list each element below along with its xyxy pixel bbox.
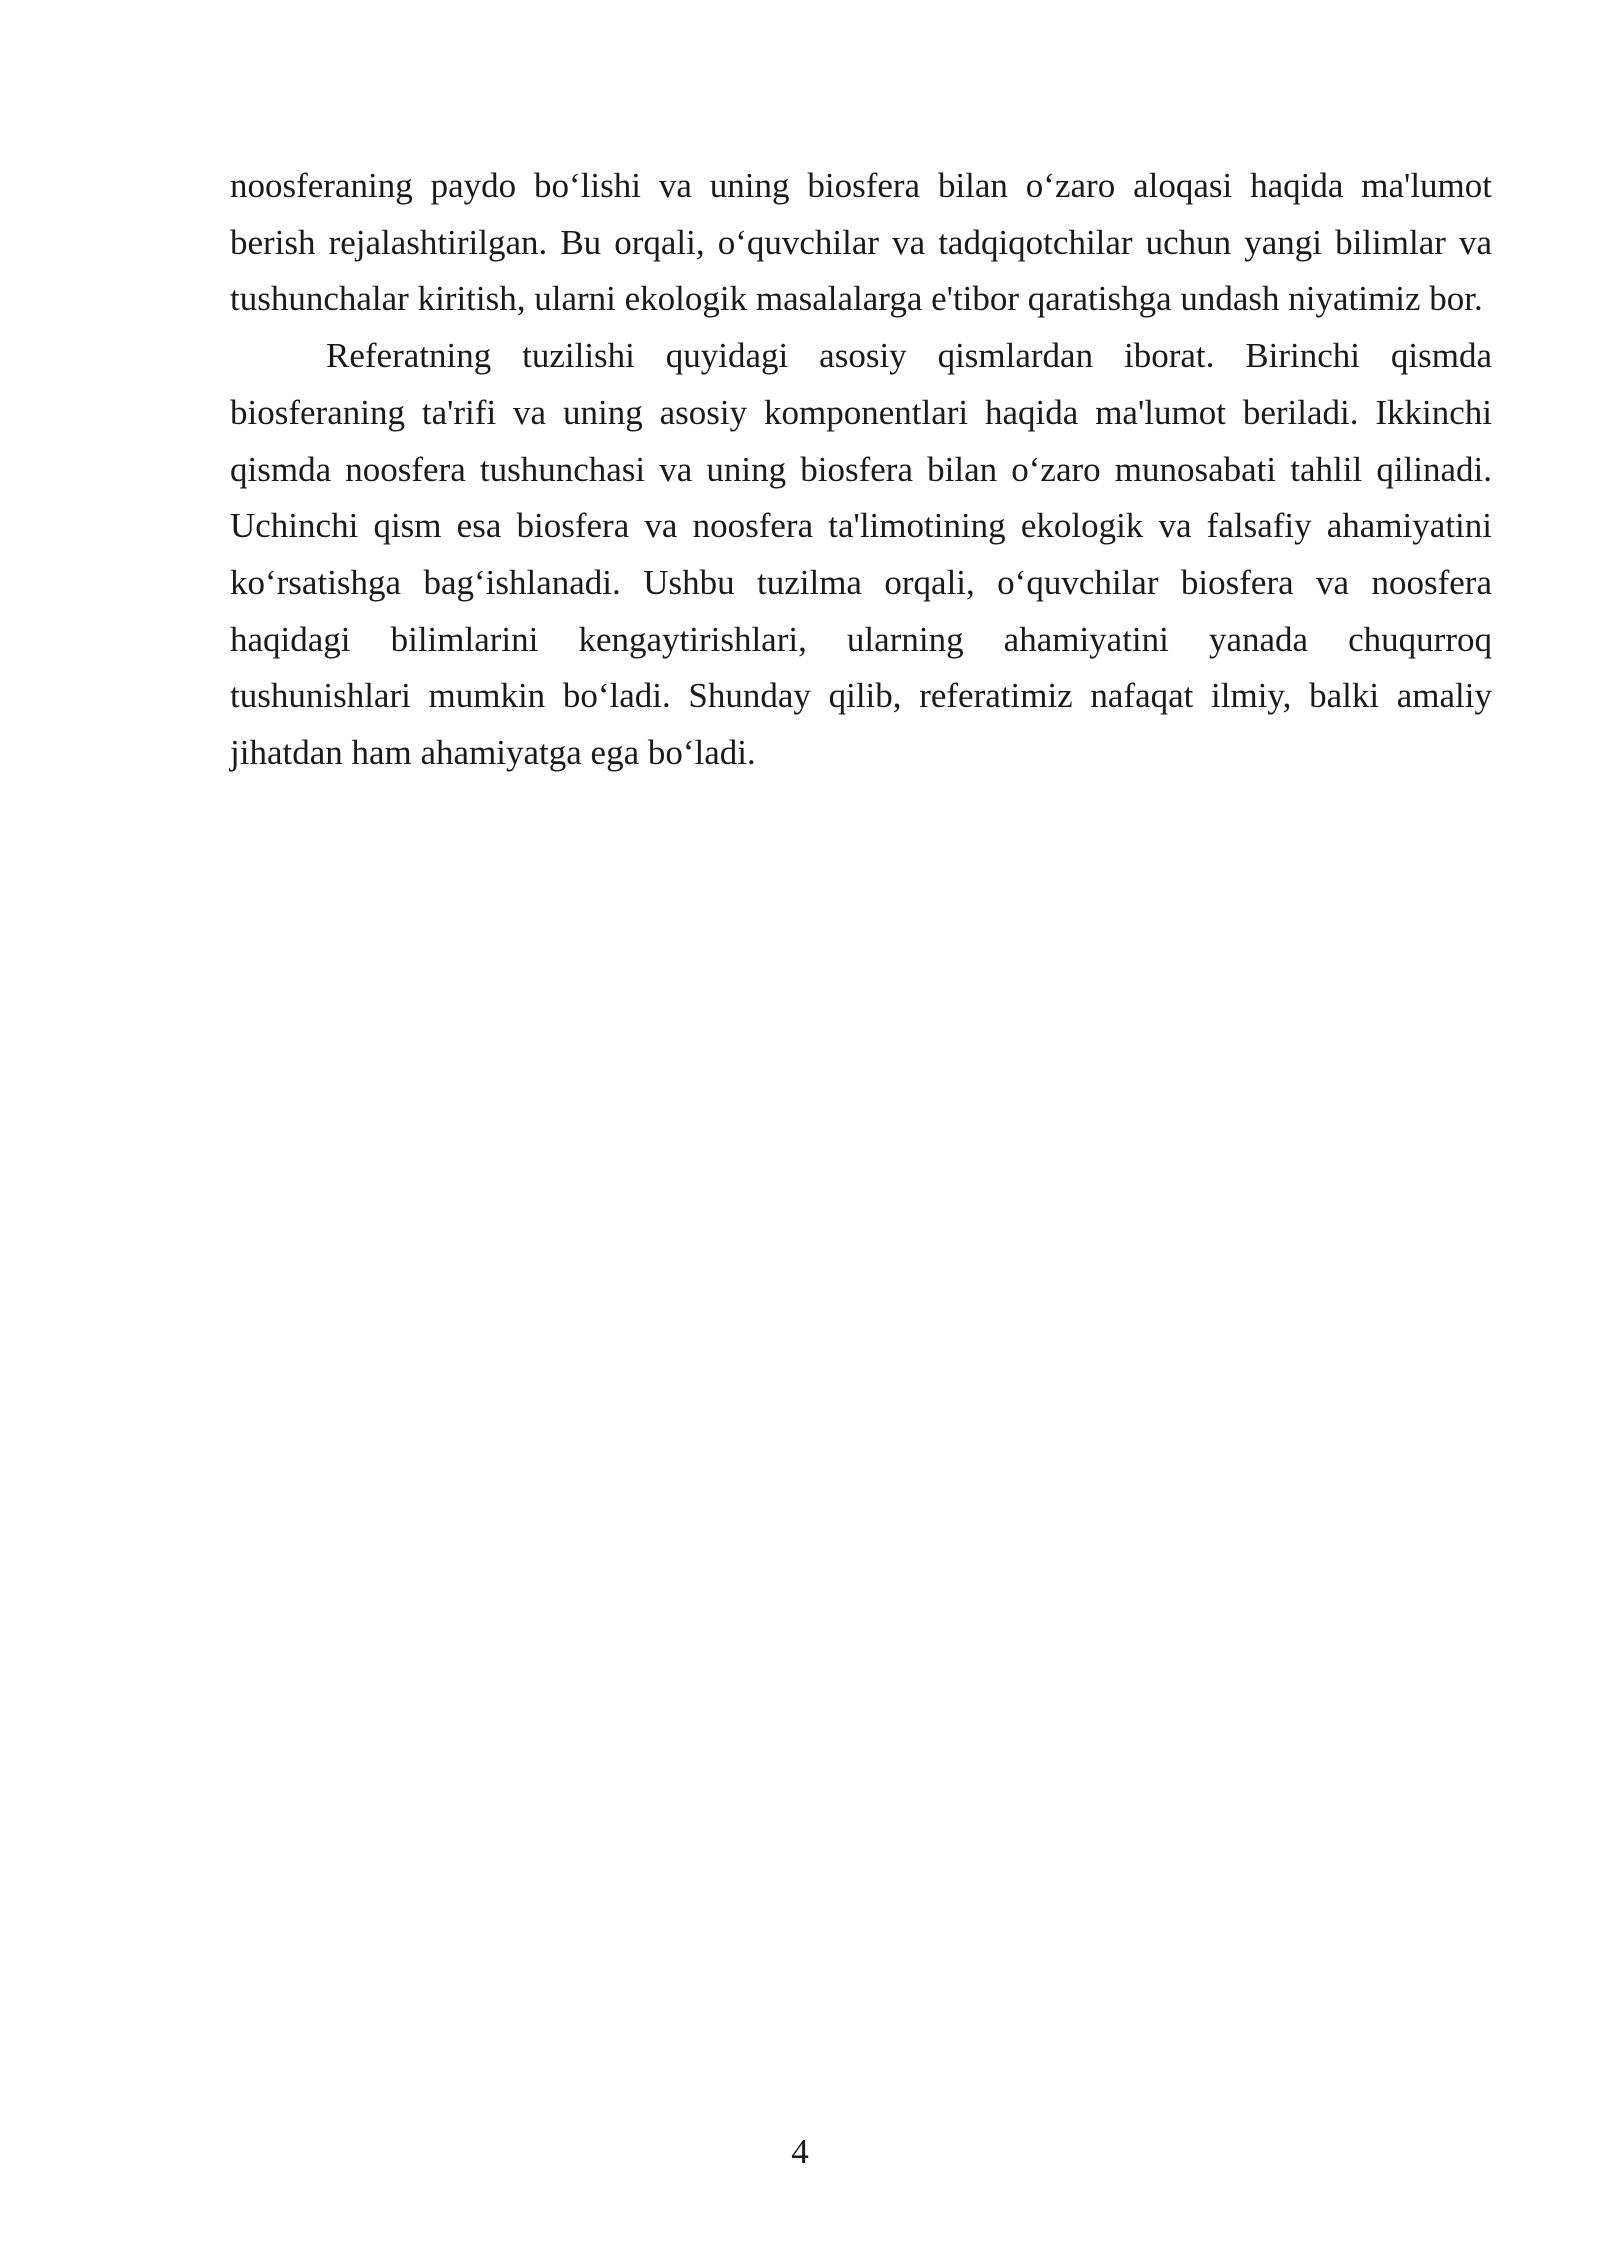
- page-number: 4: [791, 2132, 809, 2171]
- paragraph-continuation: noosferaning paydo bo‘lishi va uning biosfera bilan o‘zaro aloqasi haqida ma'lumot berish rejalashtirilgan. Bu orqali, o‘quvchilar va tadqiqotchilar uchun yangi bilimlar va tushunchalar kiritish, ularni ekologik masalalarga e'tibor qaratishga undash niyatimiz bor.: [230, 166, 1492, 319]
- body-text: [230, 158, 1492, 782]
- paragraph-structure: Referatning tuzilishi quyidagi asosiy qismlardan iborat. Birinchi qismda biosferaning ta'rifi va uning asosiy komponentlari haqida ma'lumot beriladi. Ikkinchi qismda noosfera tushunchasi va uning biosfera bilan o‘zaro munosabati tahlil qilinadi. Uchinchi qism esa biosfera va noosfera ta'limotining ekologik va falsafiy ahamiyatini ko‘rsatishga bag‘ishlanadi. Ushbu tuzilma orqali, o‘quvchilar biosfera va noosfera haqidagi bilimlarini kengaytirishlari, ularning ahamiyatini yanada chuqurroq tushunishlari mumkin bo‘ladi. Shunday qilib, referatimiz nafaqat ilmiy, balki amaliy jihatdan ham ahamiyatga ega bo‘ladi.: [230, 336, 1492, 773]
